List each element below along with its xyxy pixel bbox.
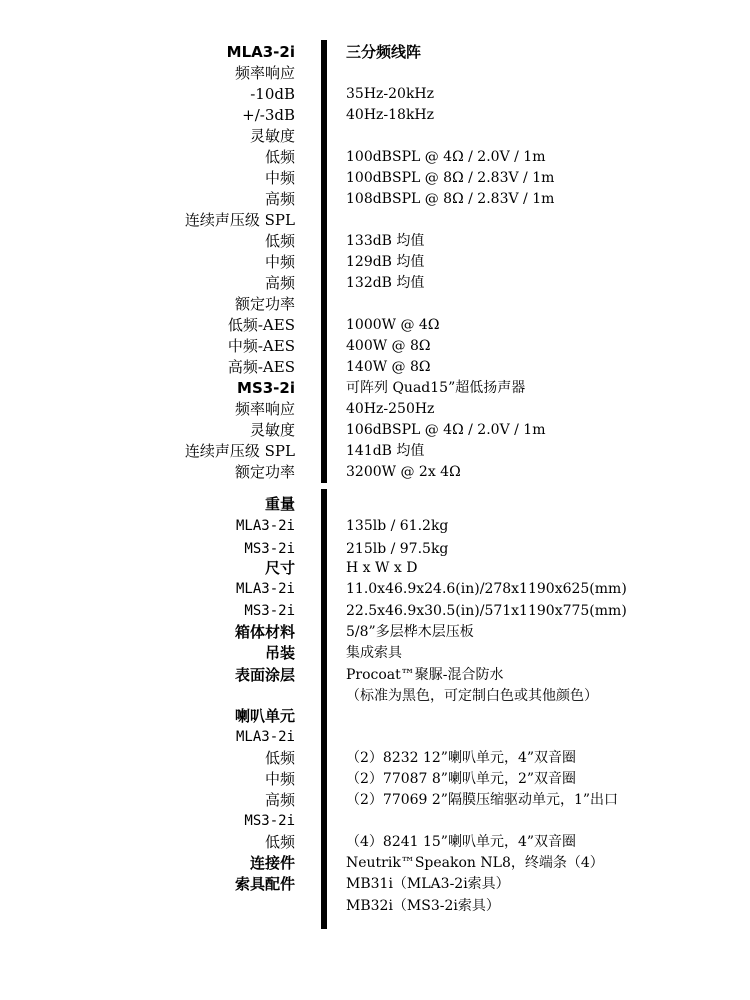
spec-label: 连接件 (249, 854, 295, 872)
spec-value: 100dBSPL @ 4Ω / 2.0V / 1m (346, 149, 546, 165)
spec-label: 低频 (264, 148, 295, 166)
spec-label: 低频-AES (227, 316, 295, 334)
spec-value: （2）77087 8”喇叭单元，2”双音圈 (346, 771, 577, 787)
spec-value: MB31i（MLA3-2i索具） (346, 876, 510, 892)
spec-value: （4）8241 15”喇叭单元，4”双音圈 (346, 834, 577, 850)
spec-value: 132dB 均值 (346, 275, 425, 291)
spec-value: 集成索具 (346, 645, 402, 661)
spec-value: （标准为黑色，可定制白色或其他颜色） (346, 688, 598, 704)
spec-label: MLA3-2i (235, 581, 295, 597)
spec-label: 连续声压级 SPL (184, 211, 295, 229)
spec-label: 喇叭单元 (234, 707, 295, 725)
spec-label: MS3-2i (237, 379, 295, 397)
spec-value: 40Hz-18kHz (346, 107, 435, 123)
spec-value: H x W x D (346, 560, 418, 576)
spec-label: 连续声压级 SPL (184, 442, 295, 460)
spec-value: 5/8”多层桦木层压板 (346, 624, 474, 640)
divider-bar-top (321, 40, 327, 483)
spec-value: （2）8232 12”喇叭单元，4”双音圈 (346, 750, 577, 766)
spec-value: 35Hz-20kHz (346, 86, 435, 102)
spec-label: 索具配件 (234, 875, 295, 893)
spec-value: 140W @ 8Ω (346, 359, 431, 375)
spec-value: 11.0x46.9x24.6(in)/278x1190x625(mm) (346, 581, 627, 597)
spec-value: 40Hz-250Hz (346, 401, 435, 417)
spec-value: 129dB 均值 (346, 254, 425, 270)
spec-value: 106dBSPL @ 4Ω / 2.0V / 1m (346, 422, 546, 438)
spec-label: 高频 (264, 274, 295, 292)
spec-value: 215lb / 97.5kg (346, 541, 449, 557)
spec-label: 频率响应 (234, 400, 295, 418)
spec-label: 中频 (264, 169, 295, 187)
spec-label: 灵敏度 (249, 421, 295, 439)
spec-value: MB32i（MS3-2i索具） (346, 898, 500, 914)
spec-value: 400W @ 8Ω (346, 338, 431, 354)
spec-value: Procoat™聚脲-混合防水 (346, 667, 504, 683)
spec-label: -10dB (250, 85, 295, 103)
divider-bar-bottom (321, 489, 327, 929)
spec-label: 频率响应 (234, 64, 295, 82)
spec-label: 中频 (264, 770, 295, 788)
spec-value: 1000W @ 4Ω (346, 317, 440, 333)
spec-label: MS3-2i (244, 813, 295, 829)
spec-label: MLA3-2i (235, 518, 295, 534)
spec-label: 额定功率 (234, 463, 295, 481)
spec-label: 重量 (264, 495, 295, 513)
spec-label: 灵敏度 (249, 127, 295, 145)
spec-label: 箱体材料 (234, 623, 295, 641)
spec-label: 高频 (264, 190, 295, 208)
spec-label: 中频-AES (227, 337, 295, 355)
spec-value: 22.5x46.9x30.5(in)/571x1190x775(mm) (346, 603, 627, 619)
spec-label: MS3-2i (244, 603, 295, 619)
spec-value: 133dB 均值 (346, 233, 425, 249)
spec-label: 高频 (264, 791, 295, 809)
spec-label: 中频 (264, 253, 295, 271)
spec-value: 3200W @ 2x 4Ω (346, 464, 461, 480)
spec-label: 吊装 (264, 644, 295, 662)
spec-value: 108dBSPL @ 8Ω / 2.83V / 1m (346, 191, 555, 207)
spec-label: 低频 (264, 833, 295, 851)
spec-label: 高频-AES (227, 358, 295, 376)
spec-value: 100dBSPL @ 8Ω / 2.83V / 1m (346, 170, 555, 186)
spec-label: +/-3dB (242, 106, 295, 124)
spec-value: （2）77069 2”隔膜压缩驱动单元，1”出口 (346, 792, 619, 808)
spec-value: 三分频线阵 (346, 43, 422, 61)
spec-value: 135lb / 61.2kg (346, 518, 449, 534)
spec-label: 额定功率 (234, 295, 295, 313)
spec-label: 低频 (264, 749, 295, 767)
spec-label: MS3-2i (244, 541, 295, 557)
spec-label: MLA3-2i (235, 729, 295, 745)
spec-label: 表面涂层 (234, 666, 295, 684)
spec-value: 可阵列 Quad15”超低扬声器 (346, 380, 526, 396)
spec-label: MLA3-2i (226, 43, 295, 61)
spec-label: 尺寸 (264, 559, 295, 577)
spec-value: 141dB 均值 (346, 443, 425, 459)
spec-value: Neutrik™Speakon NL8，终端条（4） (346, 855, 604, 871)
spec-label: 低频 (264, 232, 295, 250)
